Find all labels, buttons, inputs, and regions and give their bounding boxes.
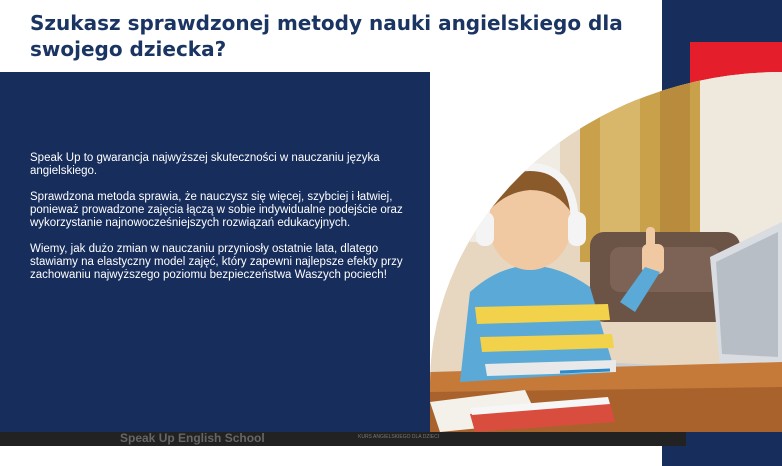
bottom-banner-strip bbox=[0, 432, 686, 446]
paragraph-2: Sprawdzona metoda sprawia, że nauczysz się więcej, szybciej i łatwiej, ponieważ prowadzone zajęcia łączą w sobie indywidualne podejście oraz wykorzystanie najnowocześniejszych rozwiązań edukacyjnych. bbox=[30, 191, 403, 229]
course-small-label: KURS ANGIELSKIEGO DLA DZIECI bbox=[358, 434, 440, 440]
child-learning-photo bbox=[430, 72, 782, 432]
description-text bbox=[30, 152, 422, 295]
page-title: Szukasz sprawdzonej metody nauki angielskiego dla swojego dziecka? bbox=[30, 11, 623, 61]
paragraph-1: Speak Up to gwarancja najwyższej skuteczności w nauczaniu języka angielskiego. bbox=[30, 152, 380, 177]
bottom-spacer bbox=[0, 446, 662, 466]
school-name-label: Speak Up English School bbox=[120, 431, 265, 445]
paragraph-3: Wiemy, jak dużo zmian w nauczaniu przyniosły ostatnie lata, dlatego stawiamy na elastyczny model zajęć, który zapewni najlepsze efekty przy zachowaniu najwyższego poziomu bezpieczeństwa Waszych pociech! bbox=[30, 243, 403, 281]
